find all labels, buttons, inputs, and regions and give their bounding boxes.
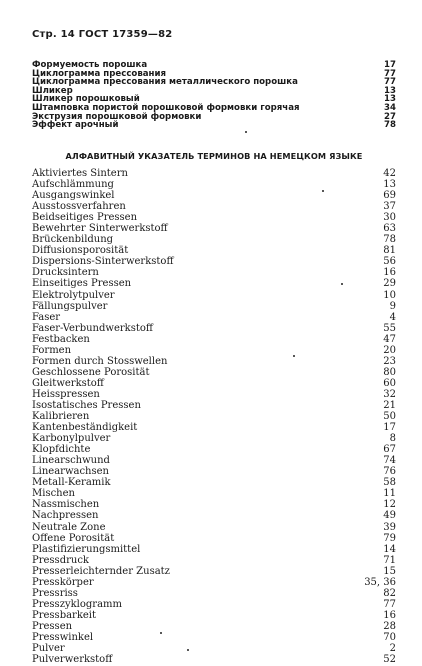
russian-index-page-number: 78	[384, 120, 396, 131]
german-index-row	[32, 345, 396, 356]
german-index-page-number: 21	[383, 399, 396, 411]
german-index-term: Mischen	[32, 488, 75, 500]
german-index-term: Elektrolytpulver	[32, 289, 115, 301]
german-index-page-number: 10	[383, 289, 396, 301]
german-index-row	[32, 312, 396, 323]
german-index-row	[32, 477, 396, 488]
russian-index-page-number: 77	[384, 77, 396, 88]
german-index-row	[32, 212, 396, 223]
german-index-row	[32, 190, 396, 201]
german-index-term: Linearschwund	[32, 455, 110, 467]
german-index-page-number: 63	[383, 223, 396, 235]
german-index-page-number: 23	[383, 355, 396, 367]
german-index-page-number: 67	[383, 444, 396, 456]
german-index-row	[32, 223, 396, 234]
german-index-term: Fällungspulver	[32, 300, 108, 312]
german-index-row	[32, 411, 396, 422]
german-index-page-number: 80	[383, 366, 396, 378]
german-index-term: Presskörper	[32, 576, 94, 588]
german-index-row	[32, 400, 396, 411]
german-index-row	[32, 599, 396, 610]
german-index-page-number: 28	[383, 620, 396, 632]
german-index-page-number: 32	[383, 388, 396, 400]
german-index-row	[32, 510, 396, 521]
german-index-page-number: 71	[383, 554, 396, 566]
german-index-term: Faser	[32, 311, 61, 323]
german-index-page-number: 60	[383, 377, 396, 389]
german-index-row	[32, 256, 396, 267]
russian-index-term: Циклограмма прессования металлического порошка	[32, 77, 298, 88]
german-index-row	[32, 323, 396, 334]
german-index-row	[32, 389, 396, 400]
german-index-term: Nassmischen	[32, 499, 100, 511]
russian-index-term: Формуемость порошка	[32, 60, 148, 70]
print-speck	[187, 649, 189, 651]
russian-index-row	[32, 78, 396, 87]
page-header: Стр. 14 ГОСТ 17359—82	[32, 29, 173, 40]
german-index-term: Einseitiges Pressen	[32, 278, 132, 290]
german-index-page-number: 79	[383, 532, 396, 544]
german-index-page-number: 58	[383, 477, 396, 489]
german-index-row	[32, 245, 396, 256]
german-index-term: Metall-Keramik	[32, 477, 111, 489]
german-index-row	[32, 290, 396, 301]
german-index-row	[32, 621, 396, 632]
german-index-term: Pulverwerkstoff	[32, 654, 113, 666]
german-index-term: Plastifizierungsmittel	[32, 543, 141, 555]
german-index-row	[32, 588, 396, 599]
german-index-term: Presswinkel	[32, 631, 94, 643]
german-index-term: Klopfdichte	[32, 444, 91, 456]
german-index-page-number: 11	[383, 488, 396, 500]
german-index-term: Presserleichternder Zusatz	[32, 565, 170, 577]
russian-index-term: Эффект арочный	[32, 120, 119, 131]
german-index-page-number: 82	[383, 587, 396, 599]
russian-index-term: Шликер порошковый	[32, 94, 140, 105]
german-index-page-number: 49	[383, 510, 396, 522]
german-index-term: Dispersions-Sinterwerkstoff	[32, 256, 174, 268]
german-index-page-number: 30	[383, 212, 396, 224]
print-speck	[341, 283, 343, 285]
german-index-term: Linearwachsen	[32, 466, 109, 478]
german-index-row	[32, 643, 396, 654]
german-index-row	[32, 544, 396, 555]
german-index-page-number: 42	[383, 168, 396, 179]
german-index-row	[32, 499, 396, 510]
german-index-term: Pulver	[32, 643, 65, 655]
german-index-row	[32, 610, 396, 621]
german-index-row	[32, 577, 396, 588]
german-index-row	[32, 301, 396, 312]
russian-index-page-number: 17	[384, 60, 396, 70]
german-index-row	[32, 234, 396, 245]
german-index-page-number: 56	[383, 256, 396, 268]
russian-index-page-number: 34	[384, 102, 396, 113]
german-index-page-number: 15	[383, 565, 396, 577]
german-index-page-number: 76	[383, 466, 396, 478]
german-index-term: Ausgangswinkel	[32, 190, 115, 202]
german-index-term: Formen	[32, 344, 72, 356]
german-index-row	[32, 179, 396, 190]
german-index-page-number: 47	[383, 333, 396, 345]
german-index-row	[32, 168, 396, 179]
german-index-term: Drucksintern	[32, 267, 99, 279]
russian-index-term: Штамповка пористой порошковой формовки горячая	[32, 102, 300, 113]
german-index-term: Karbonylpulver	[32, 433, 111, 445]
german-index-row	[32, 566, 396, 577]
german-index-page-number: 50	[383, 411, 396, 423]
german-index-row	[32, 444, 396, 455]
german-index-term: Brückenbildung	[32, 234, 114, 246]
german-terms-list	[32, 168, 396, 665]
german-index-term: Offene Porosität	[32, 532, 115, 544]
german-index-term: Formen durch Stosswellen	[32, 355, 168, 367]
german-index-page-number: 37	[383, 201, 396, 213]
german-index-term: Pressen	[32, 620, 73, 632]
german-index-page-number: 55	[383, 322, 396, 334]
russian-index-page-number: 27	[384, 111, 396, 122]
print-speck	[293, 355, 295, 357]
german-index-page-number: 14	[383, 543, 396, 555]
german-index-term: Diffusionsporosität	[32, 245, 129, 257]
german-index-term: Gleitwerkstoff	[32, 377, 104, 389]
german-index-page-number: 39	[383, 521, 396, 533]
russian-index-term: Циклограмма прессования	[32, 68, 167, 79]
german-index-page-number: 13	[383, 179, 396, 191]
german-index-page-number: 70	[383, 631, 396, 643]
german-index-term: Pressdruck	[32, 554, 89, 566]
german-index-term: Faser-Verbundwerkstoff	[32, 322, 153, 334]
german-index-row	[32, 356, 396, 367]
german-index-page-number: 20	[383, 344, 396, 356]
russian-index-row	[32, 121, 396, 130]
german-index-row	[32, 466, 396, 477]
german-index-term: Heisspressen	[32, 388, 100, 400]
german-index-term: Presszyklogramm	[32, 598, 122, 610]
german-index-row	[32, 455, 396, 466]
russian-index-page-number: 13	[384, 85, 396, 96]
german-index-term: Nachpressen	[32, 510, 99, 522]
german-index-term: Aufschlämmung	[32, 179, 114, 191]
german-index-term: Pressbarkeit	[32, 609, 97, 621]
russian-terms-list	[32, 61, 396, 130]
german-index-row	[32, 488, 396, 499]
german-index-term: Isostatisches Pressen	[32, 399, 141, 411]
german-index-term: Neutrale Zone	[32, 521, 106, 533]
russian-index-page-number: 77	[384, 68, 396, 79]
german-index-row	[32, 378, 396, 389]
german-index-term: Festbacken	[32, 333, 90, 345]
german-index-page-number: 35, 36	[364, 576, 396, 588]
german-index-page-number: 4	[389, 311, 396, 323]
german-index-row	[32, 367, 396, 378]
german-index-page-number: 29	[383, 278, 396, 290]
german-index-page-number: 2	[389, 643, 396, 655]
german-index-term: Geschlossene Porosität	[32, 366, 150, 378]
german-index-row	[32, 555, 396, 566]
german-index-page-number: 69	[383, 190, 396, 202]
german-index-page-number: 77	[383, 598, 396, 610]
german-index-page-number: 16	[383, 267, 396, 279]
german-index-row	[32, 334, 396, 345]
german-index-row	[32, 522, 396, 533]
section-title: АЛФАВИТНЫЙ УКАЗАТЕЛЬ ТЕРМИНОВ НА НЕМЕЦКОМ ЯЗЫКЕ	[65, 151, 363, 161]
russian-index-page-number: 13	[384, 94, 396, 105]
german-index-term: Kantenbeständigkeit	[32, 422, 138, 434]
german-index-page-number: 8	[389, 433, 396, 445]
print-speck	[245, 131, 247, 133]
german-index-row	[32, 422, 396, 433]
russian-index-term: Экструзия порошковой формовки	[32, 111, 202, 122]
german-index-term: Beidseitiges Pressen	[32, 212, 138, 224]
print-speck	[322, 190, 324, 192]
german-index-page-number: 74	[383, 455, 396, 467]
german-index-page-number: 16	[383, 609, 396, 621]
german-index-page-number: 17	[383, 422, 396, 434]
german-index-term: Aktiviertes Sintern	[32, 168, 128, 179]
german-index-page-number: 9	[389, 300, 396, 312]
german-index-page-number: 78	[383, 234, 396, 246]
german-index-page-number: 81	[383, 245, 396, 257]
german-index-row	[32, 654, 396, 665]
german-index-term: Bewehrter Sinterwerkstoff	[32, 223, 168, 235]
german-index-row	[32, 201, 396, 212]
german-index-term: Kalibrieren	[32, 411, 90, 423]
german-index-page-number: 52	[383, 654, 396, 666]
german-index-term: Ausstossverfahren	[32, 201, 126, 213]
russian-index-term: Шликер	[32, 85, 73, 96]
german-index-row	[32, 632, 396, 643]
german-index-row	[32, 533, 396, 544]
german-index-term: Pressriss	[32, 587, 78, 599]
print-speck	[160, 632, 162, 634]
german-index-row	[32, 433, 396, 444]
german-index-row	[32, 267, 396, 278]
german-index-page-number: 12	[383, 499, 396, 511]
